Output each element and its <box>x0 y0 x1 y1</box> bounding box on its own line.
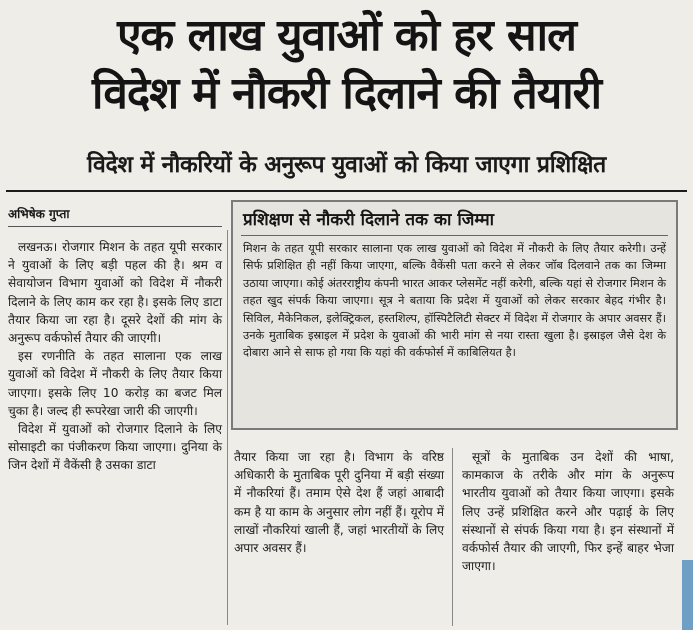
sidebar-box-title: प्रशिक्षण से नौकरी दिलाने तक का जिम्मा <box>243 210 495 230</box>
sidebar-box <box>231 200 678 430</box>
byline: अभिषेक गुप्ता <box>8 207 70 221</box>
column-3-text: सूत्रों के मुताबिक उन देशों की भाषा, कामकाज के तरीके और मांग के अनुरूप भारतीय युवाओं को तैयार किया जाएगा। इसके लिए उन्हें प्रशिक्षित करने और पढ़ाई के लिए संस्थानों से संपर्क किया गया है। इन संस्थानों में वर्कफोर्स तैयार की जाएगी, फिर इन्हें बाहर भेजा जाएगा। <box>462 450 674 574</box>
article-column-1 <box>8 238 222 475</box>
headline-line-2: विदेश में नौकरी दिलाने की तैयारी <box>91 68 602 119</box>
sidebar-box-title-divider <box>241 235 668 236</box>
column-1-paragraph-3: विदेश में युवाओं को रोजगार दिलाने के लिए सोसाइटी का पंजीकरण किया जाएगा। दुनिया के जिन देशों में वैकेंसी है उसका डाटा <box>8 422 222 473</box>
adjacent-page-edge <box>682 560 693 630</box>
article-column-3 <box>462 448 674 575</box>
headline-divider <box>6 190 687 192</box>
byline-divider <box>8 226 222 227</box>
sidebar-box-text: मिशन के तहत यूपी सरकार सालाना एक लाख युवाओं को विदेश में नौकरी के लिए तैयार करेगी। उन्हें सिर्फ प्रशिक्षित ही नहीं किया जाएगा, बल्कि वैकेंसी पता करने से लेकर जॉब दिलवाने तक का जिम्मा उठाया जाएगा। कोई अंतरराष्ट्रीय कंपनी भारत आकर प्लेसमेंट नहीं करेगी, बल्कि यहां से रोजगार मिशन के तहत खुद संपर्क किया जाएगा। सूत्र ने बताया कि प्रदेश में युवाओं को लेकर सरकार बेहद गंभीर है। सिविल, मैकेनिकल, इलेक्ट्रिकल, हस्तशिल्प, हॉस्पिटैलिटी सेक्टर में विदेश में रोजगार के अपार अवसर हैं। उनके मुताबिक इस्राइल में प्रदेश के युवाओं की भारी मांग से नया रास्ता खुला है। इस्राइल जैसे देश के दोबारा आने से साफ हो गया कि यहां की वर्कफोर्स में काबिलियत है। <box>243 242 666 360</box>
column-divider-1 <box>227 230 228 625</box>
column-divider-2 <box>452 448 453 626</box>
column-1-paragraph-2: इस रणनीति के तहत सालाना एक लाख युवाओं को विदेश में नौकरी के लिए तैयार किया जाएगा। इसके लिए 10 करोड़ का बजट मिल चुका है। जल्द ही रूपरेखा जारी की जाएगी। <box>8 349 222 418</box>
column-2-text: तैयार किया जा रहा है। विभाग के वरिष्ठ अधिकारी के मुताबिक पूरी दुनिया में बड़ी संख्या में नौकरियां हैं। तमाम ऐसे देश हैं जहां आबादी कम है या काम के अनुसार लोग नहीं हैं। यूरोप में लाखों नौकरियां खाली हैं, जहां भारतीयों के लिए अपार अवसर हैं। <box>234 450 444 556</box>
column-1-paragraph-1: लखनऊ। रोजगार मिशन के तहत यूपी सरकार ने युवाओं के लिए बड़ी पहल की है। श्रम व सेवायोजन विभाग युवाओं को विदेश में नौकरी दिलाने के लिए काम कर रहा है। इसके लिए डाटा तैयार किया जा रहा है। दूसरे देशों की मांग के अनुरूप वर्कफोर्स तैयार की जाएगी। <box>8 240 222 346</box>
headline-line-1: एक लाख युवाओं को हर साल <box>117 10 576 61</box>
subheadline: विदेश में नौकरियों के अनुरूप युवाओं को किया जाएगा प्रशिक्षित <box>87 152 606 178</box>
article-column-2 <box>234 448 444 557</box>
